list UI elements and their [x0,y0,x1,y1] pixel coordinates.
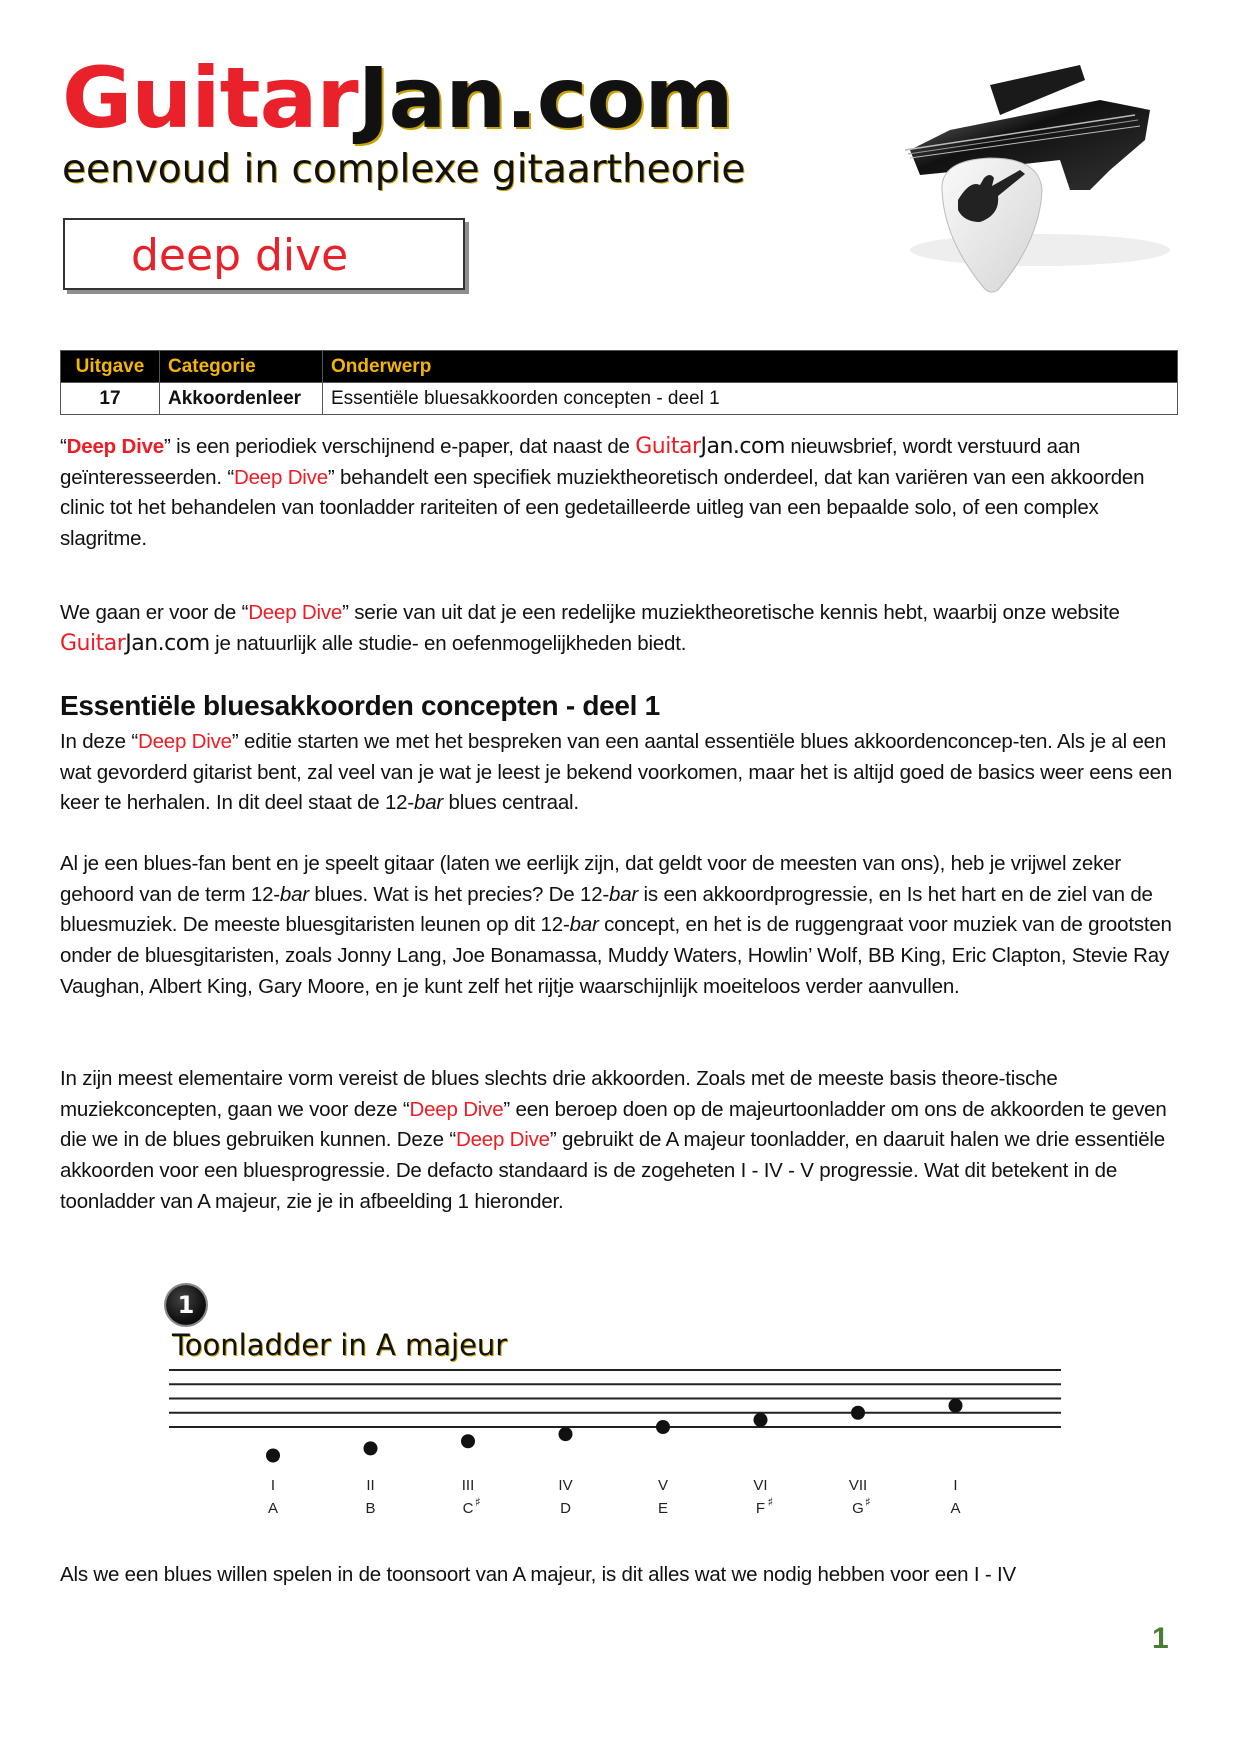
article-title: Essentiële bluesakkoorden concepten - deel 1 [60,690,660,721]
article-paragraph-1 [60,727,1180,819]
scale-degree-label: V [657,1477,669,1494]
text: ” is een periodiek verschijnend e-paper, dat naast de [163,435,636,458]
note-head [266,1449,280,1463]
note-head [364,1441,378,1455]
logo-guitar: Guitar [62,49,358,147]
cell-onderwerp: Essentiële bluesakkoorden concepten - deel 1 [323,383,1178,415]
text: concept, en het is de ruggengraat voor muziek van de grootsten onder de bluesgitaristen, zoals Jonny Lang, Joe Bonamassa, Muddy Waters, Howlin’ Wolf, BB King, Eric Clapton, Stevie Ray Vaughan, Albert King, Gary Moore, en je kunt zelf het rijtje waarschijnlijk moeiteloos verder aanvullen. [60,913,1172,998]
figure-number-badge: 1 [166,1285,206,1325]
note-name-label: A [267,1500,279,1517]
inline-guitarjan-logo [60,631,210,656]
cell-categorie: Akkoordenleer [160,383,323,415]
article-paragraph-2 [60,849,1180,1003]
article-paragraph-4: Als we een blues willen spelen in de toonsoort van A majeur, is dit alles wat we nodig hebben voor een I - IV [60,1563,1016,1586]
text: nieuwsbrief, wordt verstuurd aan geïnteresseerden. “ [60,435,1081,489]
note-name-label: E [657,1500,669,1517]
logo-jan-com: Jan.com [357,49,733,147]
logo-black: Jan.com [125,630,210,656]
text: “ [60,435,67,458]
figure-title: Toonladder in A majeur [172,1328,508,1362]
note-name-label: C [462,1500,474,1517]
deep-dive-term: Deep Dive [455,1128,550,1152]
deep-dive-badge-label: deep dive [131,230,349,281]
scale-degree-label: I [953,1477,958,1494]
text: blues. Wat is het precies? De 12- [308,882,610,906]
col-header-onderwerp: Onderwerp [323,351,1178,383]
note-head [656,1420,670,1434]
site-logo [62,49,733,147]
sharp-icon: ♯ [767,1495,774,1509]
deep-dive-term: Deep Dive [248,601,343,624]
deep-dive-term: Deep Dive [66,435,164,458]
text: is een akkoordprogressie, en Is het hart en de ziel van de bluesmuziek. De meeste bluesgitaristen leunen op dit 12- [60,882,1153,937]
italic-bar: bar [414,791,444,815]
scale-degree-label: VI [753,1477,768,1494]
table-row [61,383,1178,415]
note-head [851,1406,865,1420]
site-tagline: eenvoud in complexe gitaartheorie [62,147,746,192]
italic-bar: bar [279,882,309,906]
text: In deze “ [60,730,138,753]
text: In zijn meest elementaire vorm vereist de blues slechts drie akkoorden. Zoals met de meeste basis theore-tische muziekconcepten, gaan we voor deze “ [60,1067,1058,1121]
issue-info-table [60,350,1178,415]
text: We gaan er voor de “ [60,601,249,624]
col-header-uitgave: Uitgave [61,351,160,383]
sharp-icon: ♯ [865,1495,871,1509]
italic-bar: bar [569,913,599,937]
note-name-label: G [852,1500,864,1517]
scale-degree-label: I [270,1477,276,1494]
scale-degree-label: IV [558,1477,573,1494]
intro-paragraph-1 [60,432,1180,555]
scale-degree-label: III [461,1477,475,1494]
italic-bar: bar [609,882,639,906]
inline-guitarjan-logo [635,434,785,459]
text: ” editie starten we met het bespreken van een aantal essentiële blues akkoordenconcep-ten. Als je al een wat gevorderd gitarist bent, zal veel van je wat je leest je bekend voorkomen, maar het is altijd goed de basics weer eens een keer te herhalen. In dit deel staat de 12- [60,730,1173,815]
note-head [461,1434,475,1448]
logo-red: Guitar [60,630,126,656]
sharp-icon: ♯ [475,1495,481,1509]
text: ” behandelt een specifiek muziektheoretisch onderdeel, dat kan variëren van een akkoorden clinic tot het behandelen van toonladder rariteiten of een gedetailleerde uitleg van een bepaalde solo, of een complex slagritme. [60,465,1145,551]
text: ” serie van uit dat je een redelijke muziektheoretische kennis hebt, waarbij onze website [342,601,1120,624]
logo-red: Guitar [635,434,701,459]
scale-degree-label: II [366,1477,375,1494]
note-head [949,1399,963,1413]
note-name-label: D [560,1500,571,1517]
text: ” een beroep doen op de majeurtoonladder om ons de akkoorden te geven die we in de blues gebruiken kunnen. Deze “ [60,1097,1167,1152]
note-name-label: A [950,1500,961,1517]
intro-paragraph-2 [60,598,1180,659]
text: Al je een blues-fan bent en je speelt gitaar (laten we eerlijk zijn, dat geldt voor de meesten van ons), heb je vrijwel zeker gehoord van de term 12- [60,852,1121,906]
guitar-pick-icon [880,40,1180,320]
scale-degree-label: VII [848,1477,868,1494]
note-name-label: F [755,1500,766,1517]
col-header-categorie: Categorie [160,351,323,383]
logo-black: Jan.com [700,434,785,459]
deep-dive-term: Deep Dive [137,730,232,753]
text: ” gebruikt de A majeur toonladder, en daaruit halen we drie essentiële akkoorden voor een bluesprogressie. De defacto standaard is de zogeheten I - IV - V progressie. Wat dit betekent in de toonladder van A majeur, zie je in afbeelding 1 hieronder. [60,1128,1165,1213]
cell-uitgave: 17 [61,383,160,415]
page-number: 1 [1152,1622,1169,1655]
deep-dive-badge [63,218,465,290]
note-name-label: B [365,1500,376,1517]
text: je natuurlijk alle studie- en oefenmogelijkheden biedt. [209,631,687,655]
text: blues centraal. [443,791,579,815]
issue-info-header-row [61,351,1178,383]
deep-dive-term: Deep Dive [233,465,328,489]
note-head [559,1427,573,1441]
deep-dive-term: Deep Dive [409,1097,504,1121]
note-head [754,1413,768,1427]
article-paragraph-3 [60,1064,1180,1218]
